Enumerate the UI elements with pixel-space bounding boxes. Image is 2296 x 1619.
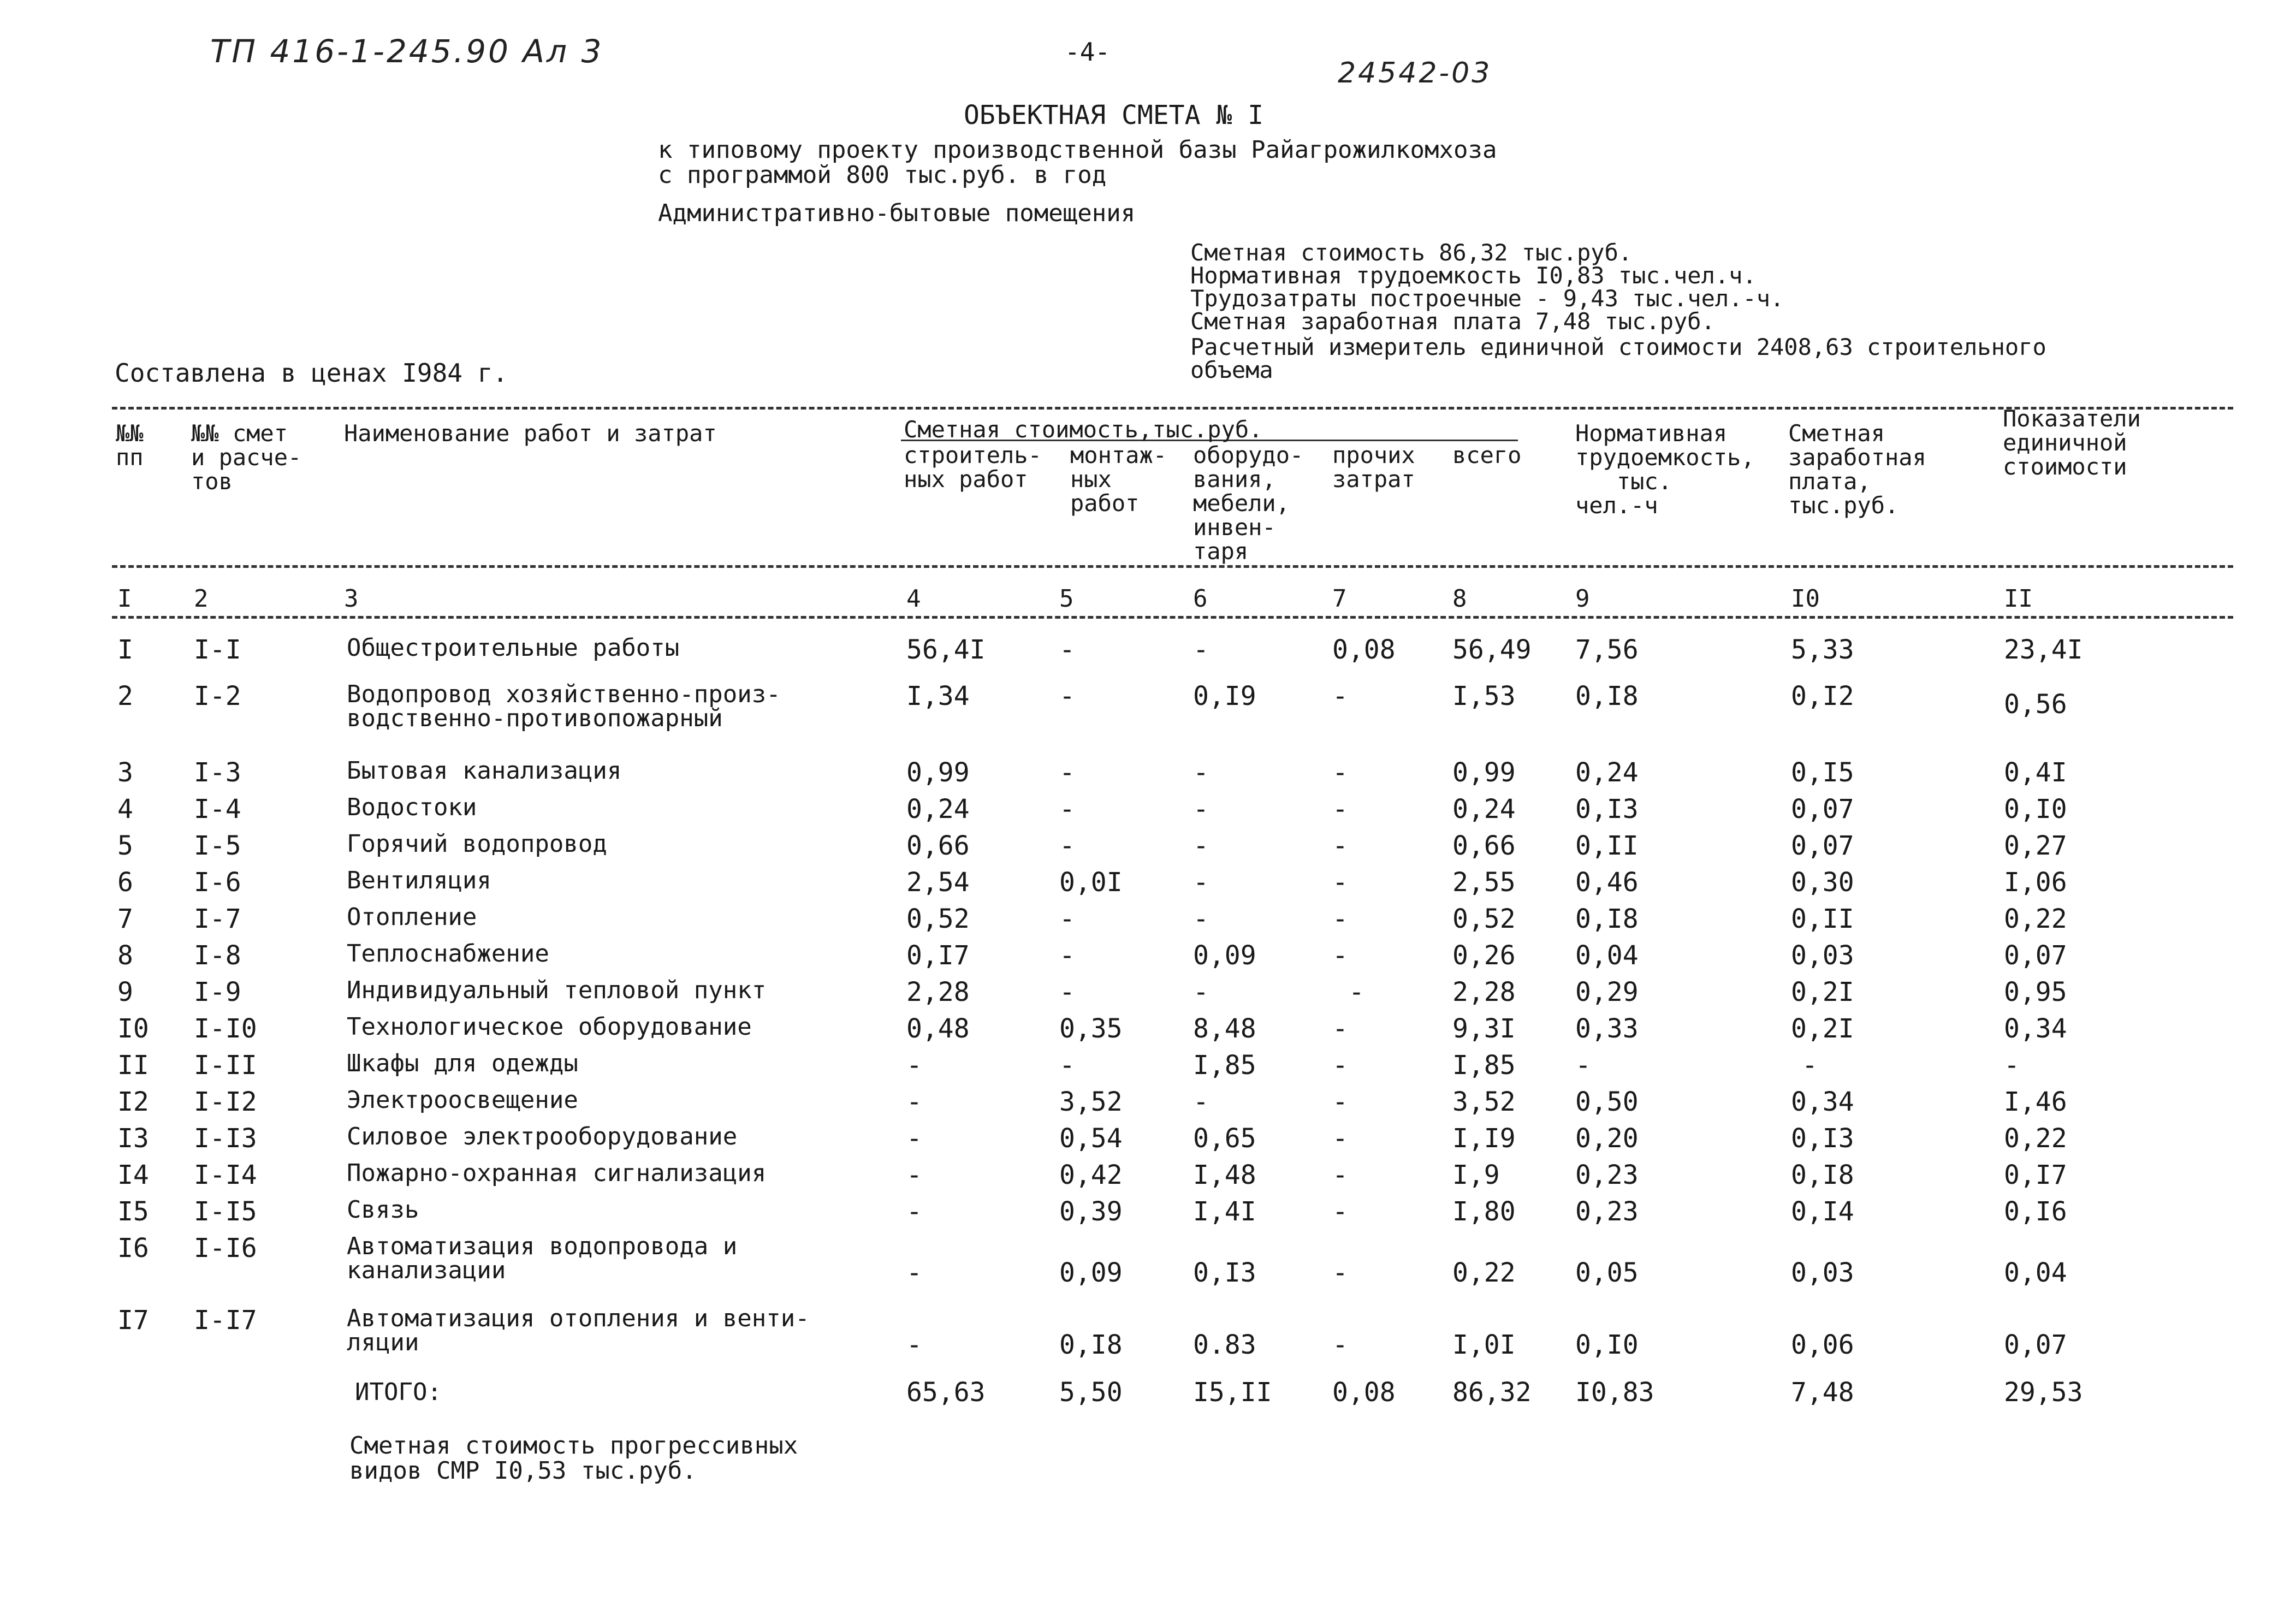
- table-row: [0, 942, 2296, 975]
- cell-other: -: [1332, 1087, 1348, 1117]
- cell-other: -: [1332, 1160, 1348, 1190]
- cell-other: -: [1332, 757, 1348, 788]
- cell-unit-indicator: I,06: [2004, 867, 2067, 898]
- cell-labor: 0,I8: [1575, 681, 1639, 711]
- cell-unit-indicator: -: [2004, 1050, 2020, 1081]
- cell-work-name: Силовое электрооборудование: [347, 1123, 738, 1151]
- cell-row-number: 6: [117, 867, 133, 898]
- header-row-number: №№ пп: [116, 420, 144, 471]
- cell-equipment: 0,65: [1193, 1123, 1256, 1154]
- cell-row-number: 2: [117, 681, 133, 711]
- cell-labor: 0,29: [1575, 977, 1639, 1007]
- total-other: 0,08: [1332, 1377, 1396, 1408]
- cell-installation: 3,52: [1059, 1087, 1123, 1117]
- column-number: 3: [344, 585, 359, 613]
- cell-total: I,53: [1452, 681, 1516, 711]
- cell-equipment: -: [1193, 1087, 1209, 1117]
- cell-installation: 0,09: [1059, 1258, 1123, 1288]
- summary-wages: Сметная заработная плата 7,48 тыс.руб.: [1190, 308, 1715, 335]
- cell-estimate-number: I-6: [194, 867, 241, 898]
- cell-other: -: [1332, 794, 1348, 825]
- archive-number: 24542-03: [1338, 57, 1492, 90]
- cell-unit-indicator: 0,I7: [2004, 1160, 2067, 1190]
- total-unit-indicator: 29,53: [2004, 1377, 2083, 1408]
- column-number: I: [117, 585, 132, 613]
- summary-labor: Нормативная трудоемкость I0,83 тыс.чел.ч.: [1190, 262, 1757, 289]
- summary-site-labor: Трудозатраты построечные - 9,43 тыс.чел.-ч.: [1190, 285, 1784, 312]
- cell-other: -: [1332, 681, 1348, 711]
- cell-wages: 0,2I: [1791, 1013, 1854, 1044]
- column-number: II: [2004, 585, 2033, 613]
- column-number: 6: [1193, 585, 1208, 613]
- cell-other: -: [1332, 867, 1348, 898]
- cell-work-name: Автоматизация водопровода и канализации: [347, 1232, 738, 1284]
- column-number: 2: [194, 585, 209, 613]
- cell-construction: 0,I7: [906, 940, 970, 971]
- cell-row-number: I7: [117, 1305, 149, 1336]
- title-line-1: к типовому проекту производственной базы Райагрожилкомхоза: [658, 136, 1497, 164]
- column-number: 8: [1452, 585, 1467, 613]
- cell-estimate-number: I-3: [194, 757, 241, 788]
- cell-wages: 0,03: [1791, 940, 1854, 971]
- cell-installation: -: [1059, 940, 1075, 971]
- table-total-row: [0, 1379, 2296, 1412]
- cell-installation: -: [1059, 977, 1075, 1007]
- cell-total: 0,24: [1452, 794, 1516, 825]
- cell-equipment: -: [1193, 794, 1209, 825]
- cell-other: -: [1349, 977, 1364, 1007]
- cell-work-name: Бытовая канализация: [347, 757, 622, 785]
- table-row: [0, 1125, 2296, 1158]
- cell-construction: 0,99: [906, 757, 970, 788]
- doc-code: ТП 416-1-245.90 Ал 3: [210, 33, 604, 70]
- cell-total: 56,49: [1452, 634, 1532, 665]
- cell-wages: 0,03: [1791, 1258, 1854, 1288]
- cell-row-number: I2: [117, 1087, 149, 1117]
- cell-construction: -: [906, 1258, 922, 1288]
- cell-other: -: [1332, 1013, 1348, 1044]
- cell-construction: -: [906, 1123, 922, 1154]
- table-row: [0, 905, 2296, 938]
- cell-row-number: 9: [117, 977, 133, 1007]
- section-title: Административно-бытовые помещения: [658, 199, 1136, 227]
- cell-equipment: 0,09: [1193, 940, 1256, 971]
- cell-total: I,0I: [1452, 1330, 1516, 1360]
- cell-construction: -: [906, 1330, 922, 1360]
- cell-installation: -: [1059, 757, 1075, 788]
- cell-work-name: Шкафы для одежды: [347, 1049, 578, 1077]
- cell-unit-indicator: 0,I6: [2004, 1196, 2067, 1227]
- cell-total: 0,22: [1452, 1258, 1516, 1288]
- cell-construction: 56,4I: [906, 634, 986, 665]
- summary-unit-cost-cont: объема: [1190, 357, 1273, 383]
- page-number: -4-: [1065, 37, 1111, 67]
- cell-row-number: 8: [117, 940, 133, 971]
- cell-unit-indicator: 23,4I: [2004, 634, 2083, 665]
- table-row: [0, 1304, 2296, 1360]
- cell-work-name: Электроосвещение: [347, 1086, 578, 1114]
- cell-wages: 0,07: [1791, 794, 1854, 825]
- table-row: [0, 1049, 2296, 1084]
- cell-unit-indicator: 0,95: [2004, 977, 2067, 1007]
- table-rule-header-bottom: [112, 565, 2233, 568]
- header-cost-group: Сметная стоимость,тыс.руб.: [904, 416, 1263, 443]
- cell-estimate-number: I-I6: [194, 1233, 257, 1264]
- cell-unit-indicator: 0,34: [2004, 1013, 2067, 1044]
- cell-row-number: 4: [117, 794, 133, 825]
- cell-construction: I,34: [906, 681, 970, 711]
- cell-wages: 0,I5: [1791, 757, 1854, 788]
- cell-other: -: [1332, 1050, 1348, 1081]
- cell-row-number: 7: [117, 904, 133, 934]
- cell-construction: -: [906, 1160, 922, 1190]
- cell-wages: 0,2I: [1791, 977, 1854, 1007]
- table-row: [0, 978, 2296, 1011]
- table-row: [0, 1198, 2296, 1231]
- cell-construction: -: [906, 1087, 922, 1117]
- cell-wages: 0,I4: [1791, 1196, 1854, 1227]
- cell-estimate-number: I-I3: [194, 1123, 257, 1154]
- cell-total: I,9: [1452, 1160, 1500, 1190]
- cell-equipment: -: [1193, 831, 1209, 861]
- cell-estimate-number: I-I2: [194, 1087, 257, 1117]
- cell-wages: 0,07: [1791, 831, 1854, 861]
- cell-equipment: -: [1193, 757, 1209, 788]
- table-row: [0, 1088, 2296, 1121]
- cell-estimate-number: I-5: [194, 831, 241, 861]
- cell-other: 0,08: [1332, 634, 1396, 665]
- summary-cost: Сметная стоимость 86,32 тыс.руб.: [1190, 239, 1633, 266]
- total-construction: 65,63: [906, 1377, 986, 1408]
- cell-row-number: I0: [117, 1013, 149, 1044]
- cell-labor: 0,50: [1575, 1087, 1639, 1117]
- prices-note: Составлена в ценах I984 г.: [115, 358, 508, 388]
- cell-equipment: I,4I: [1193, 1196, 1256, 1227]
- cell-work-name: Водопровод хозяйственно-произ- водственно-противопожарный: [347, 680, 781, 732]
- cell-equipment: 8,48: [1193, 1013, 1256, 1044]
- cell-unit-indicator: 0,22: [2004, 904, 2067, 934]
- document-title: ОБЪЕКТНАЯ СМЕТА № I: [964, 100, 1264, 131]
- cell-unit-indicator: 0,56: [2004, 689, 2067, 720]
- cell-installation: 0,39: [1059, 1196, 1123, 1227]
- cell-estimate-number: I-I: [194, 634, 241, 665]
- cell-installation: 0,54: [1059, 1123, 1123, 1154]
- cell-installation: -: [1059, 681, 1075, 711]
- cell-equipment: 0,I9: [1193, 681, 1256, 711]
- summary-unit-cost: Расчетный измеритель единичной стоимости 2408,63 строительного: [1190, 334, 2046, 360]
- cell-total: I,80: [1452, 1196, 1516, 1227]
- cell-estimate-number: I-4: [194, 794, 241, 825]
- total-sum: 86,32: [1452, 1377, 1532, 1408]
- footnote-progressive-works: Сметная стоимость прогрессивных видов СМР I0,53 тыс.руб.: [349, 1432, 798, 1485]
- table-row: [0, 832, 2296, 865]
- cell-equipment: I,48: [1193, 1160, 1256, 1190]
- cell-construction: -: [906, 1050, 922, 1081]
- cell-labor: 0,24: [1575, 757, 1639, 788]
- cell-wages: 0,I8: [1791, 1160, 1854, 1190]
- table-rule-column-numbers: [112, 616, 2233, 619]
- column-number: 9: [1575, 585, 1590, 613]
- cell-total: 3,52: [1452, 1087, 1516, 1117]
- cell-construction: -: [906, 1196, 922, 1227]
- cell-work-name: Вентиляция: [347, 867, 491, 894]
- header-construction-works: строитель- ных работ: [904, 442, 1042, 493]
- cell-wages: 0,34: [1791, 1087, 1854, 1117]
- table-row: [0, 1232, 2296, 1288]
- cell-other: -: [1332, 904, 1348, 934]
- cell-row-number: I6: [117, 1233, 149, 1264]
- cell-unit-indicator: 0,4I: [2004, 757, 2067, 788]
- cell-work-name: Индивидуальный тепловой пункт: [347, 976, 767, 1004]
- cell-unit-indicator: I,46: [2004, 1087, 2067, 1117]
- cell-construction: 0,48: [906, 1013, 970, 1044]
- cell-installation: -: [1059, 634, 1075, 665]
- cell-work-name: Горячий водопровод: [347, 830, 607, 858]
- cell-unit-indicator: 0,27: [2004, 831, 2067, 861]
- cell-labor: 0,46: [1575, 867, 1639, 898]
- column-number: I0: [1791, 585, 1820, 613]
- cell-construction: 2,28: [906, 977, 970, 1007]
- cell-total: 2,55: [1452, 867, 1516, 898]
- table-row: [0, 636, 2296, 669]
- cell-work-name: Технологическое оборудование: [347, 1013, 752, 1041]
- cell-other: -: [1332, 831, 1348, 861]
- cell-work-name: Теплоснабжение: [347, 940, 549, 968]
- cell-estimate-number: I-I7: [194, 1305, 257, 1336]
- table-row: [0, 793, 2296, 828]
- cell-row-number: 3: [117, 757, 133, 788]
- total-label: ИТОГО:: [355, 1378, 442, 1406]
- cell-equipment: -: [1193, 977, 1209, 1007]
- cell-row-number: 5: [117, 831, 133, 861]
- cell-total: I,I9: [1452, 1123, 1516, 1154]
- header-work-name: Наименование работ и затрат: [344, 420, 717, 447]
- header-labor-intensity: Нормативная трудоемкость, тыс. чел.-ч: [1575, 420, 1755, 519]
- cell-work-name: Водостоки: [347, 793, 477, 821]
- cell-installation: 0,35: [1059, 1013, 1123, 1044]
- cell-installation: -: [1059, 794, 1075, 825]
- cell-labor: 0,05: [1575, 1258, 1639, 1288]
- cell-equipment: 0.83: [1193, 1330, 1256, 1360]
- cell-total: 0,52: [1452, 904, 1516, 934]
- cell-total: 2,28: [1452, 977, 1516, 1007]
- cell-equipment: -: [1193, 634, 1209, 665]
- cell-row-number: I3: [117, 1123, 149, 1154]
- total-wages: 7,48: [1791, 1377, 1854, 1408]
- title-line-2: с программой 800 тыс.руб. в год: [658, 161, 1107, 189]
- cell-installation: 0,0I: [1059, 867, 1123, 898]
- cell-construction: 0,52: [906, 904, 970, 934]
- cell-labor: 0,23: [1575, 1160, 1639, 1190]
- header-equipment: оборудо- вания, мебели, инвен- таря: [1193, 442, 1304, 565]
- table-row: [0, 869, 2296, 902]
- cell-installation: -: [1059, 1050, 1075, 1081]
- cell-wages: 5,33: [1791, 634, 1854, 665]
- cell-work-name: Автоматизация отопления и венти- ляции: [347, 1304, 810, 1356]
- cell-labor: 0,I8: [1575, 904, 1639, 934]
- cell-unit-indicator: 0,I0: [2004, 794, 2067, 825]
- header-installation-works: монтаж- ных работ: [1070, 442, 1167, 517]
- cell-unit-indicator: 0,04: [2004, 1258, 2067, 1288]
- cell-other: -: [1332, 1258, 1348, 1288]
- cell-total: 0,66: [1452, 831, 1516, 861]
- cell-row-number: I4: [117, 1160, 149, 1190]
- total-labor: I0,83: [1575, 1377, 1654, 1408]
- cell-work-name: Общестроительные работы: [347, 634, 680, 662]
- header-unit-indicators: Показатели единичной стоимости: [2003, 405, 2141, 480]
- cell-installation: -: [1059, 904, 1075, 934]
- cell-total: I,85: [1452, 1050, 1516, 1081]
- cell-estimate-number: I-2: [194, 681, 241, 711]
- cell-estimate-number: I-II: [194, 1050, 257, 1081]
- cell-work-name: Пожарно-охранная сигнализация: [347, 1159, 767, 1187]
- cell-estimate-number: I-I5: [194, 1196, 257, 1227]
- cell-work-name: Отопление: [347, 903, 477, 931]
- cell-unit-indicator: 0,22: [2004, 1123, 2067, 1154]
- table-row: [0, 680, 2296, 732]
- total-equipment: I5,II: [1193, 1377, 1272, 1408]
- cell-installation: 0,42: [1059, 1160, 1123, 1190]
- cell-estimate-number: I-9: [194, 977, 241, 1007]
- cell-labor: -: [1575, 1050, 1591, 1081]
- cell-unit-indicator: 0,07: [2004, 1330, 2067, 1360]
- cell-work-name: Связь: [347, 1196, 419, 1224]
- total-installation: 5,50: [1059, 1377, 1123, 1408]
- cell-equipment: 0,I3: [1193, 1258, 1256, 1288]
- column-number: 4: [906, 585, 921, 613]
- cell-wages: 0,30: [1791, 867, 1854, 898]
- cell-row-number: I5: [117, 1196, 149, 1227]
- cell-row-number: I: [117, 634, 133, 665]
- cell-wages: 0,06: [1791, 1330, 1854, 1360]
- cell-construction: 0,24: [906, 794, 970, 825]
- table-row: [0, 759, 2296, 792]
- cell-estimate-number: I-I4: [194, 1160, 257, 1190]
- cell-other: -: [1332, 940, 1348, 971]
- cell-wages: -: [1802, 1050, 1818, 1081]
- column-number: 7: [1332, 585, 1347, 613]
- cell-labor: 0,I3: [1575, 794, 1639, 825]
- cell-installation: 0,I8: [1059, 1330, 1123, 1360]
- cell-other: -: [1332, 1196, 1348, 1227]
- cell-row-number: II: [117, 1050, 149, 1081]
- cell-labor: 7,56: [1575, 634, 1639, 665]
- cell-labor: 0,04: [1575, 940, 1639, 971]
- cell-labor: 0,33: [1575, 1013, 1639, 1044]
- cell-labor: 0,I0: [1575, 1330, 1639, 1360]
- cell-other: -: [1332, 1330, 1348, 1360]
- header-estimate-number: №№ смет и расче- тов: [191, 420, 302, 495]
- header-other-costs: прочих затрат: [1332, 442, 1415, 493]
- cell-estimate-number: I-I0: [194, 1013, 257, 1044]
- cell-total: 0,99: [1452, 757, 1516, 788]
- column-number: 5: [1059, 585, 1074, 613]
- cell-labor: 0,II: [1575, 831, 1639, 861]
- cell-equipment: -: [1193, 904, 1209, 934]
- cell-unit-indicator: 0,07: [2004, 940, 2067, 971]
- table-row: [0, 1161, 2296, 1194]
- cell-estimate-number: I-8: [194, 940, 241, 971]
- cell-labor: 0,23: [1575, 1196, 1639, 1227]
- cell-total: 0,26: [1452, 940, 1516, 971]
- cell-total: 9,3I: [1452, 1013, 1516, 1044]
- header-total: всего: [1452, 442, 1522, 468]
- table-rule-top: [112, 407, 2233, 410]
- cell-labor: 0,20: [1575, 1123, 1639, 1154]
- cell-installation: -: [1059, 831, 1075, 861]
- cell-wages: 0,I3: [1791, 1123, 1854, 1154]
- cell-construction: 2,54: [906, 867, 970, 898]
- cell-wages: 0,II: [1791, 904, 1854, 934]
- cell-construction: 0,66: [906, 831, 970, 861]
- cell-other: -: [1332, 1123, 1348, 1154]
- table-row: [0, 1015, 2296, 1048]
- cell-equipment: -: [1193, 867, 1209, 898]
- cell-estimate-number: I-7: [194, 904, 241, 934]
- header-wages: Сметная заработная плата, тыс.руб.: [1788, 420, 1926, 519]
- cell-wages: 0,I2: [1791, 681, 1854, 711]
- cell-equipment: I,85: [1193, 1050, 1256, 1081]
